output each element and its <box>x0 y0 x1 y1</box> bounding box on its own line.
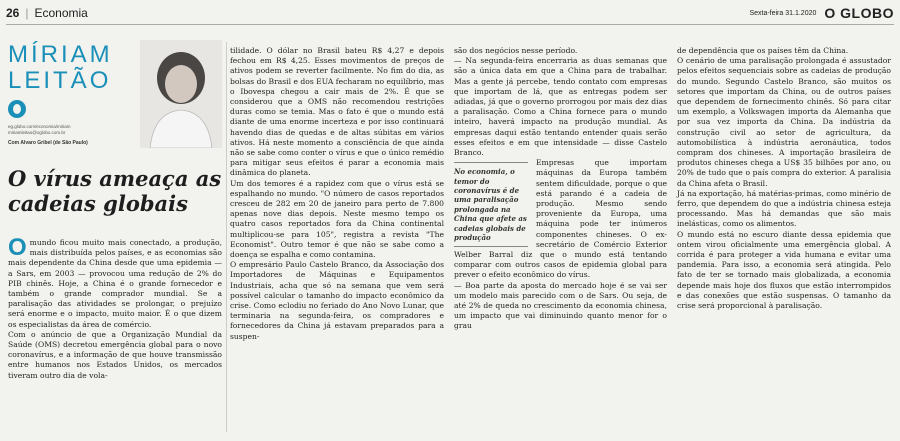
column-2 <box>230 46 444 342</box>
columnist-contact <box>8 124 71 136</box>
column-4 <box>677 46 891 311</box>
paragraph: — Boa parte da aposta do mercado hoje é se vai ser um modelo mais parecido com o de Sars. Ou seja, de até 2% de queda no crescimento da economia chinesa, um impacto que vai diminuindo quanto menor for o grau <box>454 280 667 331</box>
page-header <box>6 4 894 22</box>
paragraph: tilidade. O dólar no Brasil bateu R$ 4,27 e depois fechou em R$ 4,25. Esses movimentos de preços de ativos podem se reverter facilmente. No fim do dia, as bolsas do Brasil e dos EUA fecharam no equilíbrio, mas o Ibovespa chegou a cair mais de 2%. É que se considerou que a OMS não recomendou restrições duras como se temia. Mas o fato é que o mundo está diante de uma enorme incerteza e por isso continuará havendo dias de quedas e de altas súbitas em vários ativos. Há neste momento a consciência de que ainda não se sabe como conter o vírus e que o único remédio para mitigar seus efeitos é parar a economia mais dinâmica do planeta. <box>230 46 444 178</box>
column-divider <box>226 42 227 432</box>
column-1 <box>8 234 222 381</box>
contact-email: miriamleitao@oglobo.com.br <box>8 130 66 135</box>
header-separator: | <box>25 6 29 20</box>
paragraph: de dependência que os países têm da China. <box>677 46 849 55</box>
drop-cap: O <box>8 234 27 261</box>
section-name: Economia <box>34 6 88 20</box>
paragraph: O empresário Paulo Castelo Branco, da Associação dos Importadores de Máquinas e Equipamentos Industriais, acha que só na semana que vem será possível calcular o tamanho do impacto econômico da crise. Como eclodiu no feriado do Ano Novo Lunar, que terminaria na segunda-feira, os compradores e fornecedores da China já estavam preparados para a suspen- <box>230 260 444 341</box>
paragraph: mundo ficou muito mais conectado, a produção, mais distribuída pelos países, e as economias são mais dependente da China desde que uma epidemia — a Sars, em 2003 — provocou uma redução de 2% do PIB chinês. Hoje, a China é o grande fornecedor e também o grande comprador mundial. Se a paralisação das atividades se prolongar, o prejuízo será enorme e o impacto, muito maior. É o que dizem os especialistas da área de comércio. <box>8 238 222 329</box>
paragraph: Com o anúncio de que a Organização Mundial da Saúde (OMS) decretou emergência global para o novo coronavírus, e a informação de que houve transmissão entre humanos nos Estados Unidos, os mercados tiveram outro dia de vola- <box>8 329 222 380</box>
paragraph: O mundo está no escuro diante dessa epidemia que ontem virou oficialmente uma emergência global. A corrida é para proteger a vida humana e evitar uma pandemia. Para isso, a economia será atingida. Pelo fato de ter se tornado mais globalizada, a economia depende mais hoje dos fluxos que estão interrompidos e das conexões que estão suspensas. O tamanho da crise será proporcional à paralisação. <box>677 229 891 311</box>
page-number: 26 <box>6 6 20 20</box>
paragraph: — Na segunda-feira encerraria as duas semanas que são a única data em que a China para de trabalhar. Mas a gente já percebe, tendo contato com empresas que importam de lá, que as entregas podem ser adiadas, já que o governo prorrogou por mais dez dias a paralisação. Como a China fornece para o mundo inteiro, haverá impacto na produção mundial. As empresas daqui estão tentando entender quais serão esses efeitos e em que intensidade — disse Castelo Branco. <box>454 56 667 158</box>
column-3 <box>454 46 667 332</box>
columnist-first-name: MÍRIAM <box>8 41 113 68</box>
globo-o-icon <box>8 100 26 118</box>
paragraph: Um dos temores é a rapidez com que o vírus está se espalhando no mundo. "O número de casos reportados cresceu de 282 em 20 de janeiro para perto de 7.800 apenas nove dias depois. Neste mesmo tempo os quatro casos reportados fora da China continental multiplicou-se para 105", registra a revista "The Economist". Outro temor é que não se sabe como a doença se espalha e como contamina. <box>230 178 444 260</box>
paragraph: Já na exportação, há matérias-primas, como minério de ferro, que dependem do que a indústria chinesa esteja processando. Mas há demandas que são mais inelásticas, como os alimentos. <box>677 188 891 229</box>
collaboration-credit: Com Alvaro Gribel (de São Paulo) <box>8 140 88 146</box>
pull-quote: No economia, o temor do coronavírus é de uma paralisação prolongada na China que afete as cadeias globais de produção <box>454 162 528 247</box>
paragraph: Empresas que importam máquinas da Europa também sentem dificuldade, porque o que está parando é a cadeia de produção. Mesmo sendo proveniente da Europa, uma máquina pode ter inúmeros componentes chineses. O ex-secretário de Comércio Exterior Welber Barral diz que o mundo está tentando comparar com outros casos de epidemia global para prever o efeito econômico do vírus. <box>454 158 667 280</box>
publication-date: Sexta-feira 31.1.2020 <box>749 9 817 17</box>
columnist-last-name: LEITÃO <box>8 67 112 94</box>
newspaper-logo: O GLOBO <box>824 5 894 21</box>
header-rule <box>6 24 894 25</box>
paragraph: são dos negócios nesse período. <box>454 46 578 55</box>
columnist-photo <box>140 40 222 148</box>
columnist-name <box>8 42 113 94</box>
paragraph: O cenário de uma paralisação prolongada é assustador pelos efeitos sequenciais sobre as cadeias de produção do mundo. Segundo Castelo Branco, são muitos os setores que importam da China, ou de outros países que dependem de fornecimento chinês. Só para citar um exemplo, a Volkswagen importa da Alemanha que por sua vez importa da China. Da indústria da construção civil ao setor de agricultura, da automobilística à indústria aeronáutica, todos compram dos chineses. A importação brasileira de produtos chineses chega a US$ 35 bilhões por ano, ou 20% de tudo que o país compra do exterior. A paralisia da China afeta o Brasil. <box>677 56 891 188</box>
contact-url: eg.globo.com/economia/miriam <box>8 124 71 129</box>
article-headline: O vírus ameaça as cadeias globais <box>8 166 222 216</box>
